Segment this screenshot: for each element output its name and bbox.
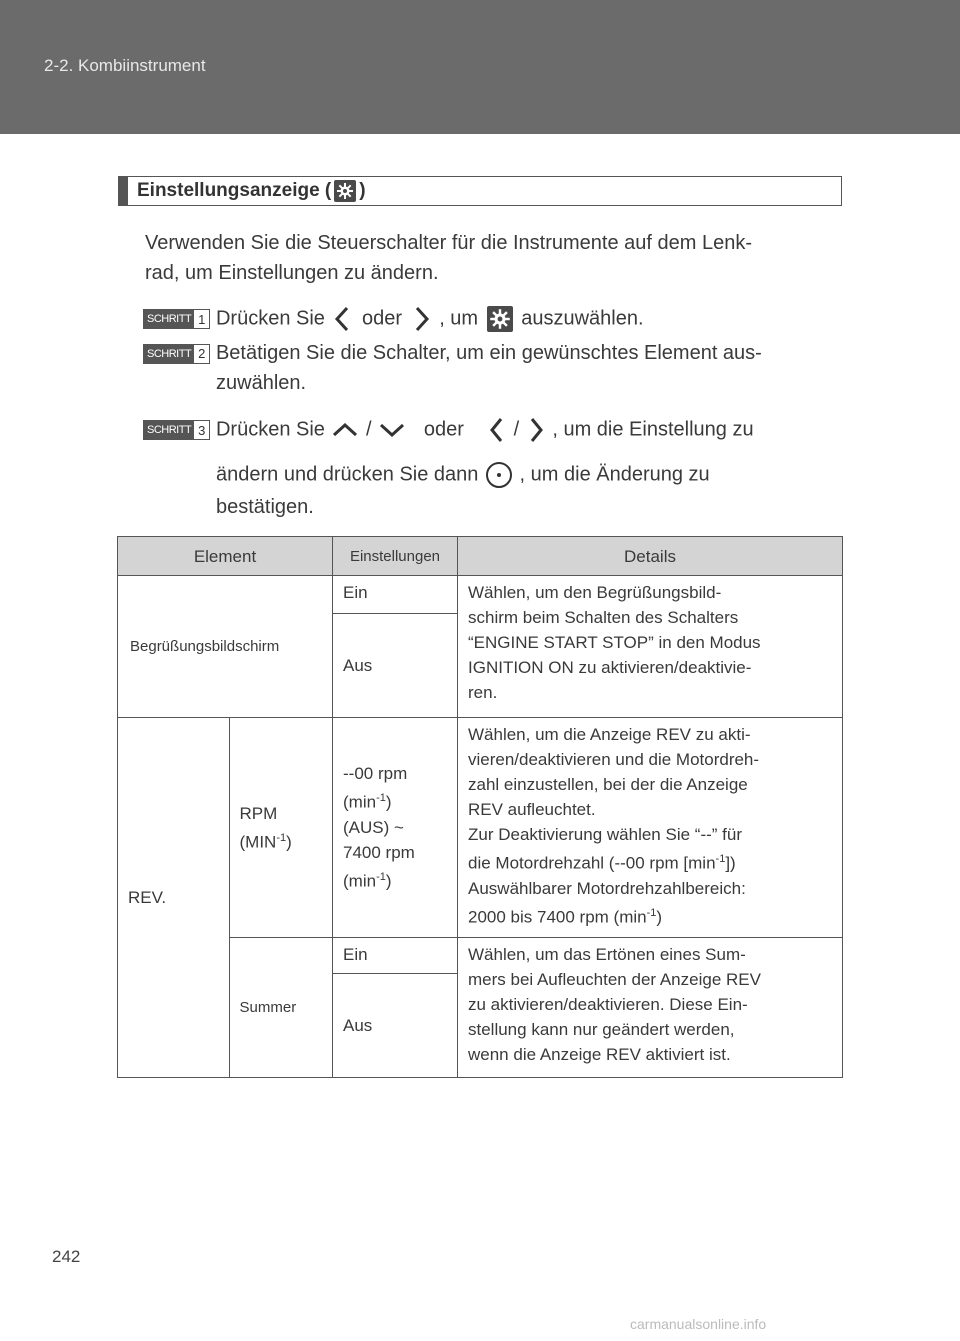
settings-table xyxy=(117,536,843,1078)
chevron-left-icon xyxy=(486,416,508,444)
cell-option: Ein xyxy=(333,938,458,974)
settings-gear-icon xyxy=(487,306,513,332)
step-tag: SCHRITT 1 xyxy=(143,309,210,329)
chevron-right-icon xyxy=(408,305,434,333)
col-element: Element xyxy=(118,537,333,576)
chevron-up-icon xyxy=(330,419,360,441)
table-header-row xyxy=(118,537,843,576)
cell-option: --00 rpm $(\min^{-1})$ (AUS) ~ 7400 rpm $(\min^{-1})$ xyxy=(333,718,458,938)
step-3: SCHRITT 3 Drücken Sie / oder / , um die Einstellung zu xyxy=(143,416,754,444)
heading-bar xyxy=(119,177,128,205)
cell-element: Begrüßungsbildschirm xyxy=(118,576,333,718)
cell-option: Aus xyxy=(333,614,458,718)
cell-subelement: RPM $(MIN^{-1})$ xyxy=(229,718,332,938)
page-header xyxy=(0,0,960,134)
step-3-line-3: bestätigen. xyxy=(216,496,314,518)
intro-line-1: Verwenden Sie die Steuerschalter für die Instrumente auf dem Lenk- xyxy=(145,232,753,254)
cell-details: Wählen, um die Anzeige REV zu akti- vieren/deaktivieren und die Motordreh- zahl einzustellen, bei der die Anzeige REV aufleuchtet. Zur Deaktivierung wählen Sie “--” für die Motordrehzahl (--00 rpm $[\min^{-1}]$) Auswählbarer Motordrehzahlbereich: 2000 bis 7400 rpm $(\min^{-1})$ xyxy=(458,718,843,938)
cell-details: Wählen, um das Ertönen eines Sum- mers bei Aufleuchten der Anzeige REV zu aktivieren/deaktivieren. Diese Ein- stellung kann nur geändert werden, wenn die Anzeige REV aktiviert ist. xyxy=(458,938,843,1078)
page-number: 242 xyxy=(52,1247,81,1266)
intro-line-2: rad, um Einstellungen zu ändern. xyxy=(145,262,439,284)
section-heading xyxy=(118,176,842,206)
section-title-post: ) xyxy=(359,180,366,201)
settings-gear-icon xyxy=(334,180,356,202)
col-settings: Einstellungen xyxy=(333,537,458,576)
step-3-line-2: ändern und drücken Sie dann , um die Änderung zu xyxy=(216,460,710,490)
section-title-pre: Einstellungsanzeige ( xyxy=(137,180,332,201)
cell-option: Aus xyxy=(333,974,458,1078)
chevron-left-icon xyxy=(330,305,356,333)
enter-button-icon xyxy=(484,460,514,490)
col-details: Details xyxy=(458,537,843,576)
table-row xyxy=(118,718,843,938)
cell-details: Wählen, um den Begrüßungsbild- schirm beim Schalten des Schalters “ENGINE START STOP” in den Modus IGNITION ON zu aktivieren/deaktivie- ren. xyxy=(458,576,843,718)
cell-subelement: Summer xyxy=(229,938,332,1078)
step-2-line-2: zuwählen. xyxy=(216,372,307,394)
cell-element: REV. xyxy=(118,718,230,1078)
cell-option: Ein xyxy=(333,576,458,614)
chevron-right-icon xyxy=(525,416,547,444)
step-1: SCHRITT 1 Drücken Sie oder , um auszuwählen. xyxy=(143,305,644,333)
watermark: carmanualsonline.info xyxy=(630,1316,767,1332)
chevron-down-icon xyxy=(377,419,407,441)
step-tag: SCHRITT 2 xyxy=(143,344,210,364)
table-row xyxy=(118,576,843,614)
step-tag: SCHRITT 3 xyxy=(143,420,210,440)
step-2: SCHRITT 2 Betätigen Sie die Schalter, um ein gewünschtes Element aus- xyxy=(143,342,762,365)
section-breadcrumb: 2-2. Kombiinstrument xyxy=(44,56,206,75)
